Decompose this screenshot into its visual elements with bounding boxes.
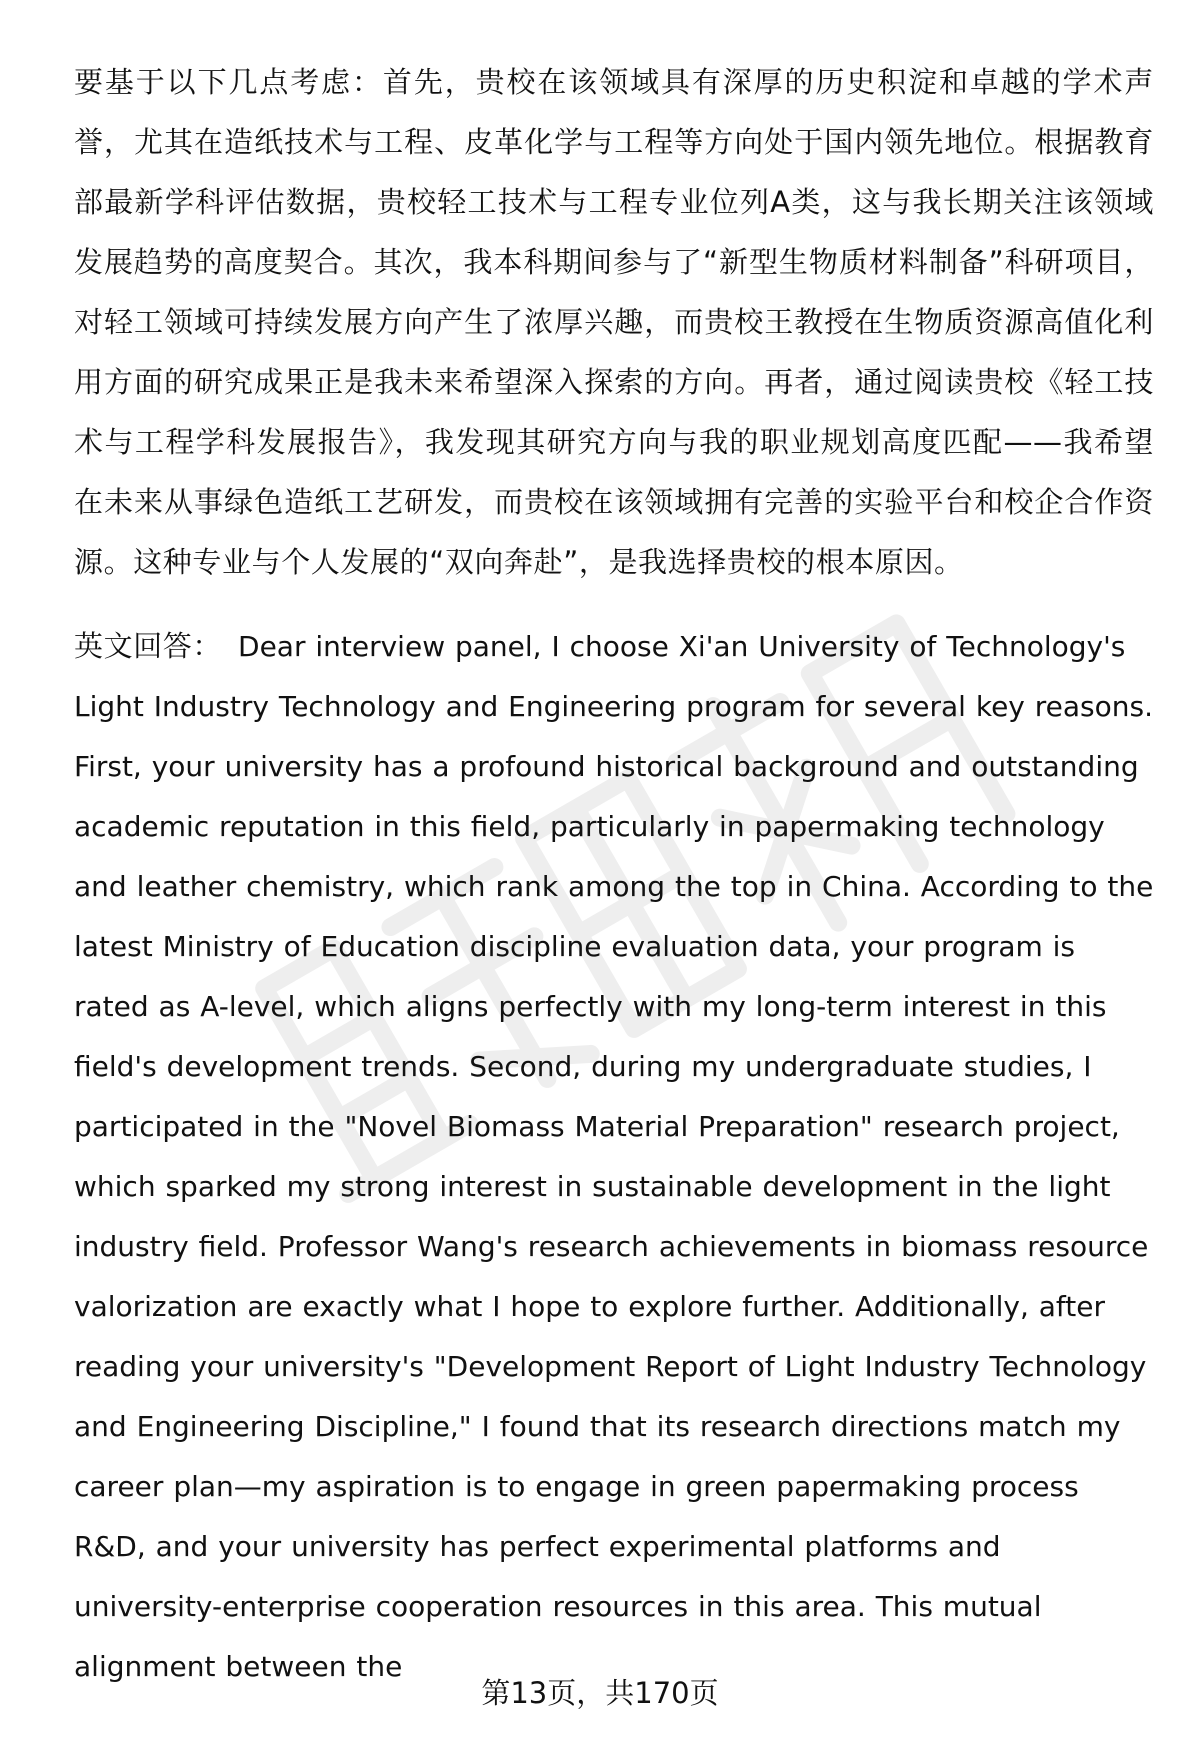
english-answer-text: Dear interview panel, I choose Xi'an University of Technology's Light Industry Technology and Engineering program for several key reasons. First, your university has a profound historical background and outstanding academic reputation in this field, particularly in papermaking technology and leather chemistry, which rank among the top in China. According to the latest Ministry of Education discipline evaluation data, your program is rated as A-level, which aligns perfectly with my long-term interest in this field's development trends. Second, during my undergraduate studies, I participated in the "Novel Biomass Material Preparation" research project, which sparked my strong interest in sustainable development in the light industry field. Professor Wang's research achievements in biomass resource valorization are exactly what I hope to explore further. Additionally, after reading your university's "Development Report of Light Industry Technology and Engineering Discipline," I found that its research directions match my career plan—my aspiration is to engage in green papermaking process R&D, and your university has perfect experimental platforms and university-enterprise cooperation resources in this area. This mutual alignment between the [74, 630, 1154, 1683]
english-answer-paragraph [74, 616, 1154, 1697]
chinese-answer-paragraph: 要基于以下几点考虑：首先，贵校在该领域具有深厚的历史积淀和卓越的学术声誉，尤其在造纸技术与工程、皮革化学与工程等方向处于国内领先地位。根据教育部最新学科评估数据，贵校轻工技术与工程专业位列A类，这与我长期关注该领域发展趋势的高度契合。其次，我本科期间参与了“新型生物质材料制备”科研项目，对轻工领域可持续发展方向产生了浓厚兴趣，而贵校王教授在生物质资源高值化利用方面的研究成果正是我未来希望深入探索的方向。再者，通过阅读贵校《轻工技术与工程学科发展报告》，我发现其研究方向与我的职业规划高度匹配——我希望在未来从事绿色造纸工艺研发，而贵校在该领域拥有完善的实验平台和校企合作资源。这种专业与个人发展的“双向奔赴”，是我选择贵校的根本原因。 [74, 65, 1154, 579]
document-body [74, 52, 1154, 1697]
page-number-footer: 第13页，共170页 [481, 1676, 719, 1710]
english-answer-label: 英文回答： [74, 629, 223, 663]
